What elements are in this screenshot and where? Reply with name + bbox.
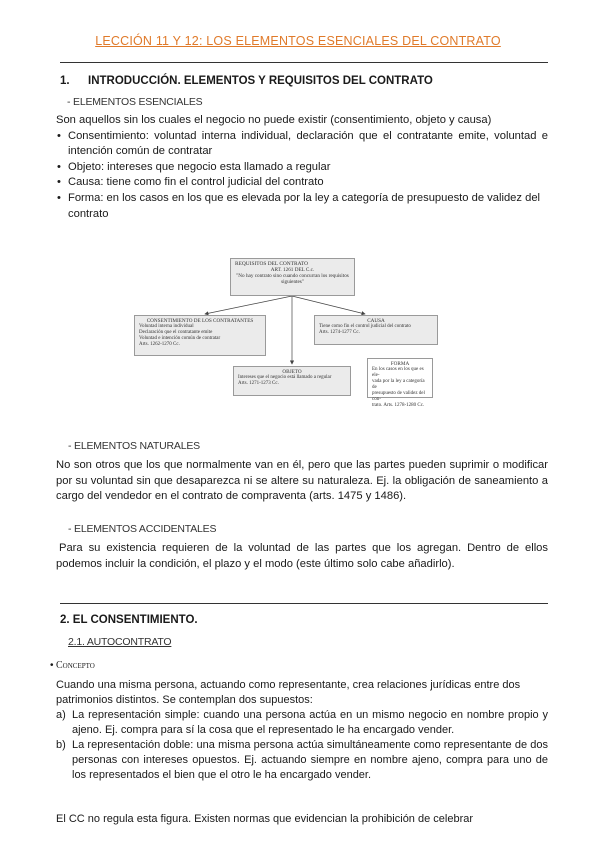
section-1-title: INTRODUCCIÓN. ELEMENTOS Y REQUISITOS DEL CONTRATO: [88, 75, 433, 87]
subheading-esenciales: - ELEMENTOS ESENCIALES: [67, 96, 203, 108]
section-2-heading: [60, 614, 198, 626]
requisitos-art: ART. 1261 DEL C.c.: [270, 267, 315, 273]
section-2-number: 2.: [60, 614, 70, 626]
arrow-consentimiento: [205, 296, 292, 314]
supuestos-list: [56, 708, 548, 783]
diagram-box-requisitos: [230, 258, 355, 296]
concepto-label: Concepto: [56, 660, 95, 671]
bullet-icon: •: [50, 660, 54, 671]
list-item: • Objeto: intereses que negocio esta llamado a regular: [56, 160, 548, 176]
esenciales-intro: Son aquellos sin los cuales el negocio no puede existir (consentimiento, objeto y causa): [56, 114, 492, 126]
section-1-number: 1.: [60, 75, 70, 87]
forma-line: trato. Arts. 1278-1280 Cc.: [372, 403, 425, 408]
section-rule: [60, 603, 548, 604]
item-text: La representación doble: una misma persona actúa simultáneamente como representante de dos personas con intereses opuestos. Ej. actuando siempre en nombre ajeno, compra para uno de los representados el bien que el otro le ha encargado vender.: [72, 739, 548, 781]
consentimiento-title: CONSENTIMIENTO DE LOS CONTRATANTES: [146, 318, 254, 324]
requisitos-title: REQUISITOS DEL CONTRATO: [235, 261, 308, 267]
subheading-naturales: - ELEMENTOS NATURALES: [68, 440, 200, 452]
causa-line: Tiene como fin el control judicial del contrato: [319, 324, 411, 329]
final-paragraph: El CC no regula esta figura. Existen normas que evidencian la prohibición de celebrar: [56, 813, 474, 825]
diagram-box-forma: [367, 358, 433, 408]
subheading-autocontrato: 2.1. AUTOCONTRATO: [68, 636, 172, 648]
arrow-causa: [292, 296, 365, 314]
objeto-line: Arts. 1271-1273 Cc.: [238, 381, 279, 386]
list-item: [56, 708, 548, 738]
consentimiento-line: Declaración que el contratante emite: [139, 330, 213, 335]
title-rule: [60, 62, 548, 63]
diagram-box-consentimiento: [134, 315, 266, 356]
subheading-accidentales: - ELEMENTOS ACCIDENTALES: [68, 523, 217, 535]
diagram-box-objeto: [233, 366, 351, 396]
section-1-heading: [60, 75, 433, 87]
objeto-title: OBJETO: [282, 369, 302, 375]
list-item: • Causa: tiene como fin el control judicial del contrato: [56, 175, 548, 191]
concepto-label-row: [50, 660, 95, 671]
section-2-title: EL CONSENTIMIENTO.: [72, 614, 198, 626]
consentimiento-line: Arts. 1262-1270 Cc.: [139, 342, 180, 347]
forma-title: FORMA: [390, 361, 410, 367]
causa-line: Arts. 1274-1277 Cc.: [319, 330, 360, 335]
consentimiento-line: Voluntad e intención común de contratar: [139, 336, 221, 341]
item-mark: a): [56, 709, 66, 721]
forma-line: En los casos en los que es ele-: [372, 367, 424, 378]
autocontrato-block: [56, 678, 548, 783]
esenciales-block: [56, 113, 548, 222]
document-title: LECCIÓN 11 Y 12: LOS ELEMENTOS ESENCIALES DEL CONTRATO: [95, 34, 501, 48]
list-item: [56, 738, 548, 783]
diagram-box-causa: [314, 315, 438, 345]
objeto-line: Intereses que el negocio está llamado a regular: [238, 375, 332, 380]
causa-title: CAUSA: [367, 318, 385, 324]
list-item: • Forma: en los casos en los que es elevada por la ley a categoría de presupuesto de validez del contrato: [56, 191, 548, 222]
item-text: La representación simple: cuando una persona actúa en un mismo negocio en nombre propio y ajeno. Ej. compra para sí la cosa que el representado le ha encargado vender.: [72, 709, 548, 736]
concepto-text: Cuando una misma persona, actuando como representante, crea relaciones jurídicas entre dos patrimonios distintos. Se contemplan dos supuestos:: [56, 679, 521, 706]
naturales-text: No son otros que los que normalmente van en él, pero que las partes pueden suprimir o modificar por su voluntad sin que desaparezca ni se altere su naturaleza. Ej. la obligación de saneamiento a cargo del vendedor en el contrato de compraventa (arts. 1475 y 1486).: [56, 459, 548, 503]
consentimiento-line: Voluntad interna individual: [139, 324, 194, 329]
requisitos-quote: "No hay contrato sino cuando concurran los requisitos siguientes": [236, 273, 349, 285]
accidentales-text: Para su existencia requieren de la voluntad de las partes que los agregan. Dentro de ellos podemos incluir la condición, el plazo y el modo (este último solo cabe añadirlo).: [56, 542, 548, 570]
list-item: • Consentimiento: voluntad interna individual, declaración que el contratante emite, voluntad e intención común de contratar: [56, 129, 548, 160]
forma-line: presupuesto de validez del con-: [372, 391, 425, 402]
esenciales-list: [56, 129, 548, 223]
item-mark: b): [56, 739, 66, 751]
forma-line: vada por la ley a categoría de: [372, 379, 425, 390]
